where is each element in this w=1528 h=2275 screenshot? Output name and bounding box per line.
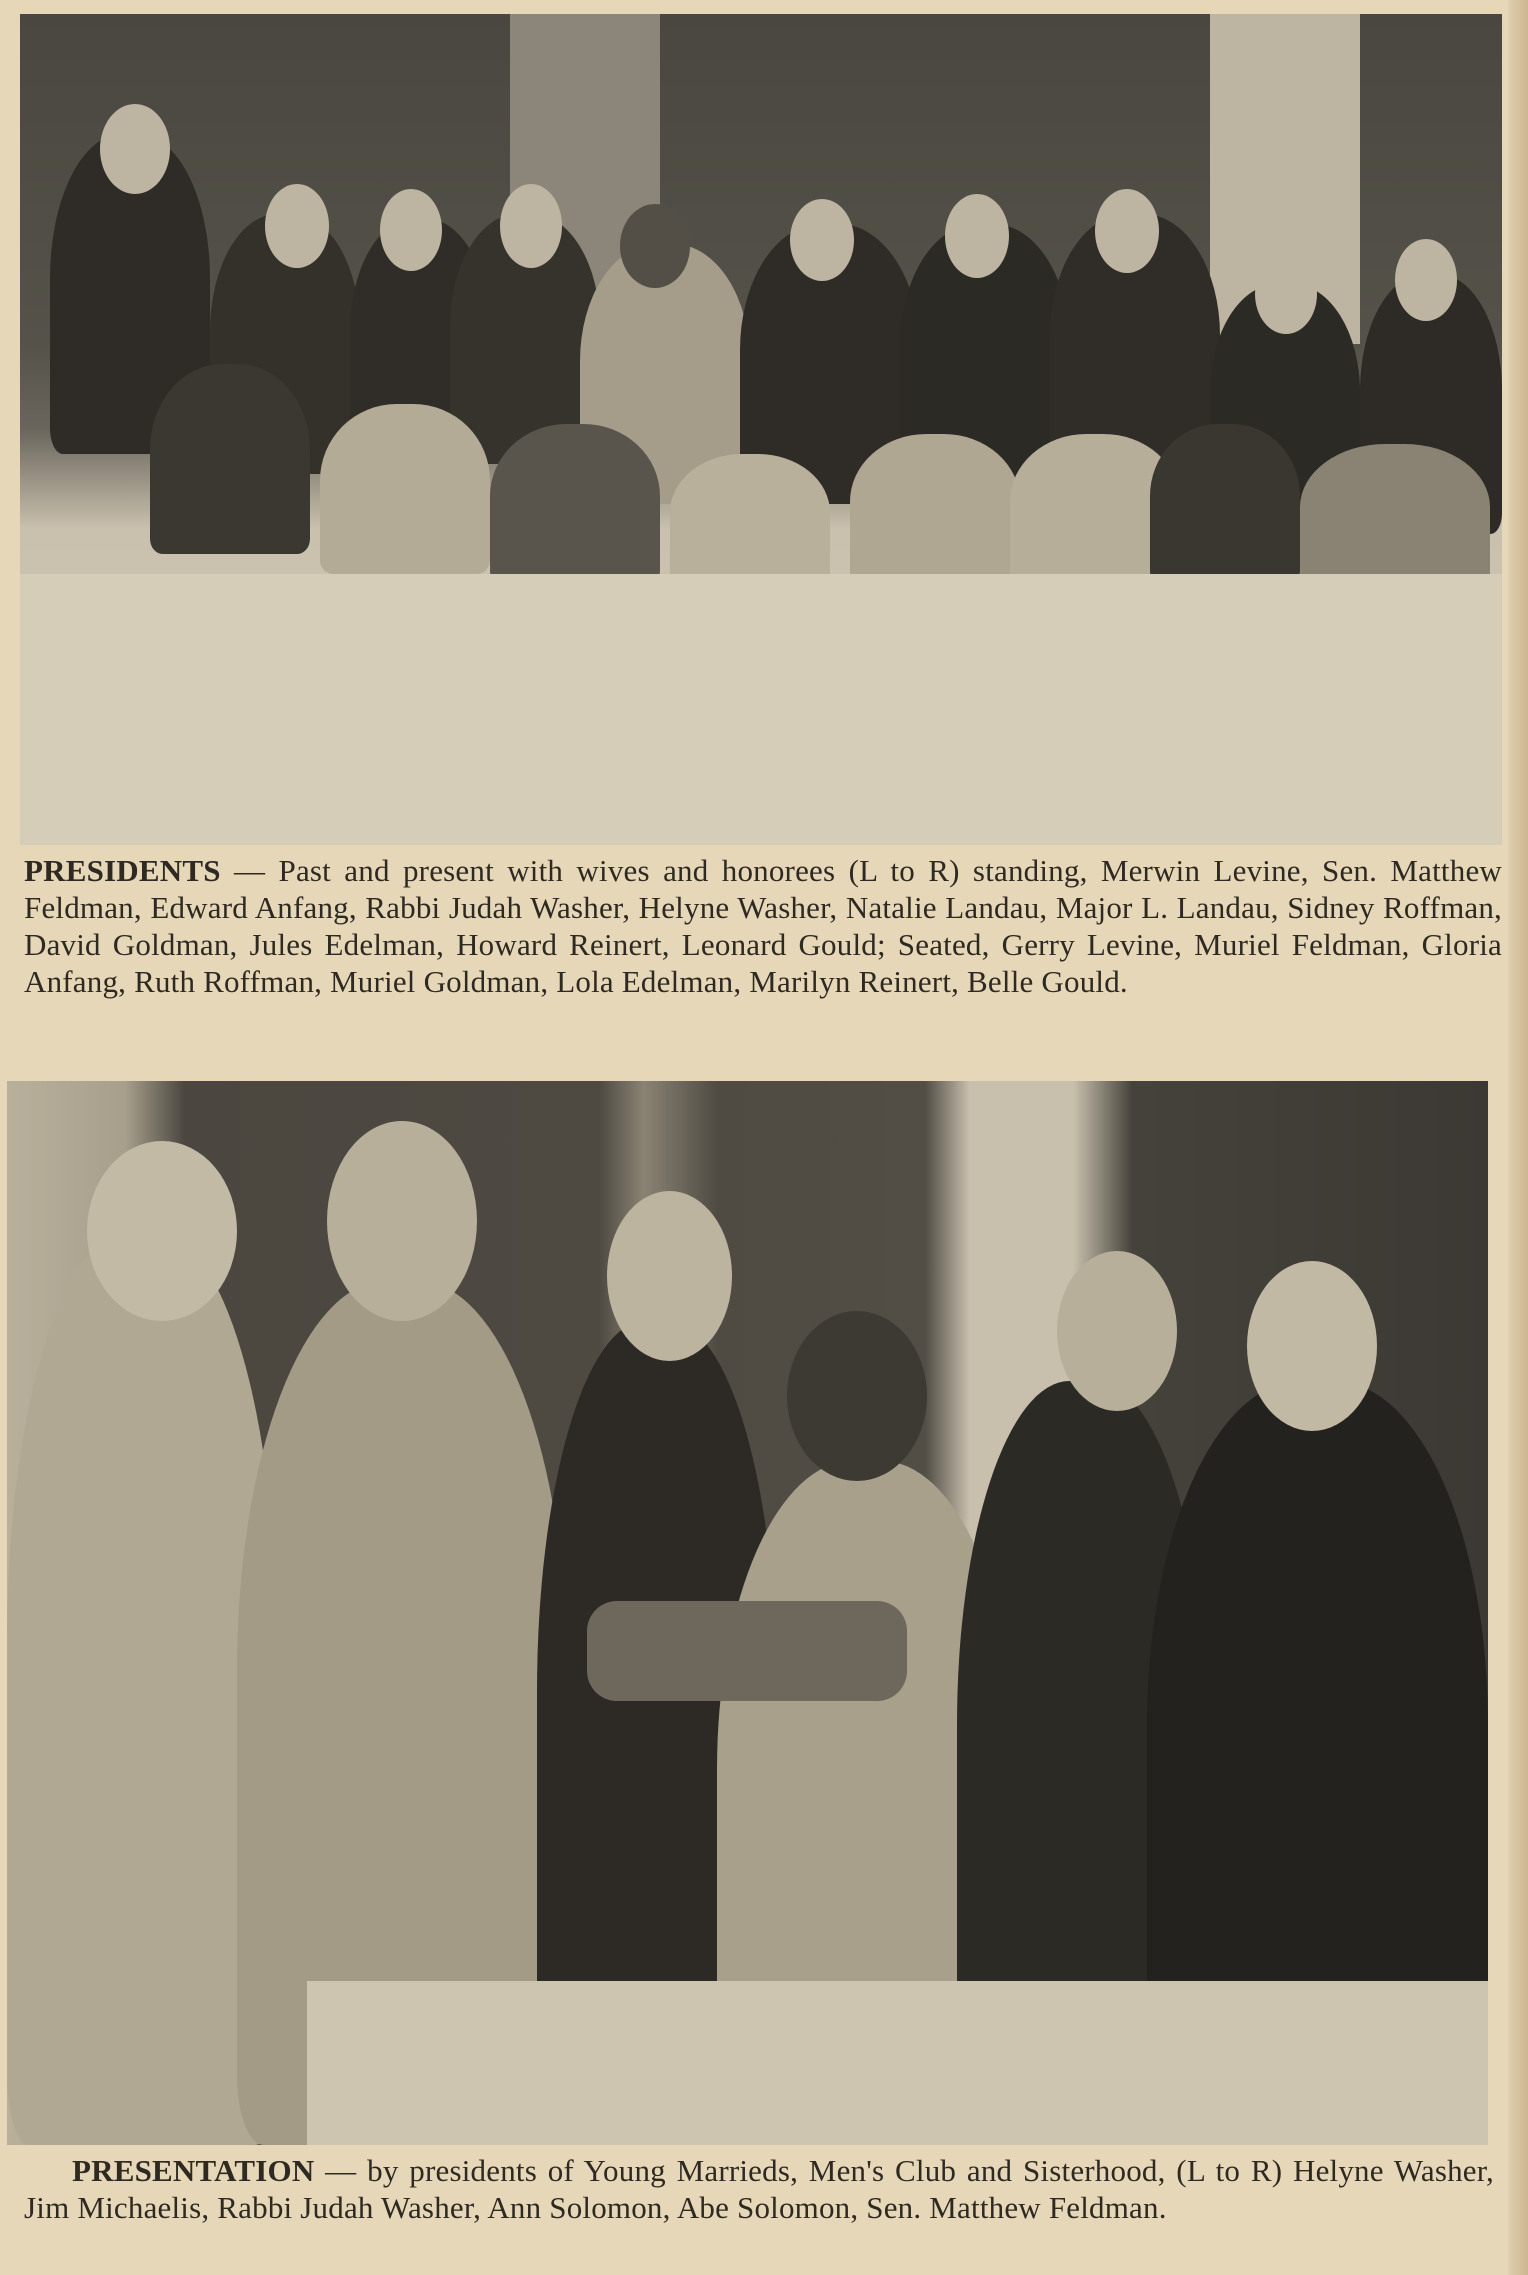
caption-text: — Past and present with wives and honorees (L to R) standing, Merwin Levine, Sen. Matthew Feldman, Edward Anfang, Rabbi Judah Washer, Helyne Washer, Natalie Landau, Major L. Landau, Sidney Roffman, David Goldman, Jules Edelman, Howard Reinert, Leonard Gould; Seated, Gerry Levine, Muriel Feldman, Gloria Anfang, Ruth Roffman, Muriel Goldman, Lola Edelman, Marilyn Reinert, Belle Gould. (24, 853, 1502, 999)
caption-heading: PRESIDENTS (24, 853, 221, 888)
person-head (1095, 189, 1159, 273)
seated-person (1150, 424, 1300, 584)
presented-gift (587, 1601, 907, 1701)
person-head (1255, 254, 1317, 334)
person-head (1247, 1261, 1377, 1431)
person-head (787, 1311, 927, 1481)
presidents-caption (24, 852, 1502, 1000)
caption-text: — by presidents of Young Marrieds, Men's Club and Sisterhood, (L to R) Helyne Washer, Jim Michaelis, Rabbi Judah Washer, Ann Solomon, Abe Solomon, Sen. Matthew Feldman. (24, 2153, 1494, 2225)
caption-heading: PRESENTATION (72, 2153, 315, 2188)
presentation-photo (7, 1081, 1488, 2145)
presentation-caption (24, 2152, 1494, 2226)
presidents-group-photo (20, 14, 1502, 845)
person-head (607, 1191, 732, 1361)
person-head (1395, 239, 1457, 321)
person-head (87, 1141, 237, 1321)
seated-person (320, 404, 490, 574)
person-head (790, 199, 854, 281)
person-head (265, 184, 329, 268)
person-head (1057, 1251, 1177, 1411)
person-head (100, 104, 170, 194)
tablecloth (20, 574, 1502, 845)
seated-person (150, 364, 310, 554)
seated-person (850, 434, 1020, 584)
person-head (620, 204, 690, 288)
seated-person (490, 424, 660, 584)
person-head (500, 184, 562, 268)
tablecloth (307, 1981, 1488, 2145)
person-head (945, 194, 1009, 278)
paper-edge (1508, 0, 1528, 2275)
seated-person (1300, 444, 1490, 584)
person-head (380, 189, 442, 271)
seated-person (670, 454, 830, 584)
person-head (327, 1121, 477, 1321)
